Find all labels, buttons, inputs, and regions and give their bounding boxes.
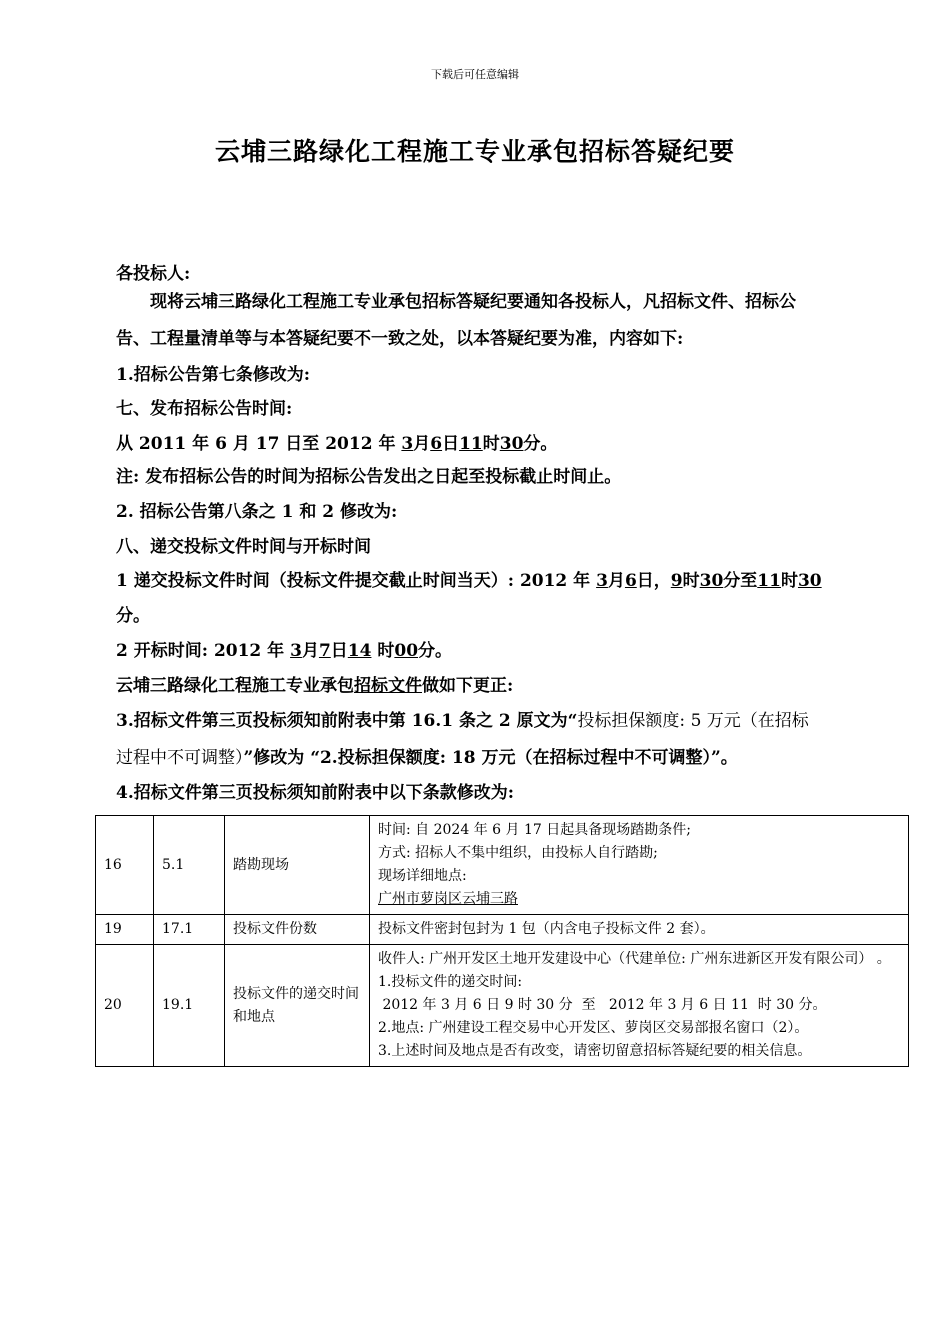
row-number: 20 <box>96 945 154 1067</box>
submit-time: 1 递交投标文件时间（投标文件提交截止时间当天）: 2012 年 3月6日，9时30分至11时30 <box>116 571 822 591</box>
item-name: 投标文件份数 <box>225 915 370 945</box>
item-content: 时间: 自 2024 年 6 月 17 日起具备现场踏勘条件; 方式: 招标人不集中组织，由投标人自行踏勘; 现场详细地点: 广州市萝岗区云埔三路 <box>370 816 909 915</box>
intro-line-1: 现将云埔三路绿化工程施工专业承包招标答疑纪要通知各投标人，凡招标文件、招标公 <box>150 292 796 312</box>
sec7-heading: 七、发布招标公告时间: <box>116 399 293 419</box>
item-name: 投标文件的递交时间和地点 <box>225 945 370 1067</box>
item3-line-2: 过程中不可调整）”修改为 “2.投标担保额度: 18 万元（在招标过程中不可调整）”。 <box>116 748 738 768</box>
intro-line-2: 告、工程量清单等与本答疑纪要不一致之处，以本答疑纪要为准，内容如下: <box>116 329 684 349</box>
note: 注: 发布招标公告的时间为招标公告发出之日起至投标截止时间止。 <box>116 467 622 487</box>
table-row <box>96 915 909 945</box>
table-row <box>96 816 909 915</box>
salutation: 各投标人: <box>116 264 191 284</box>
document-title: 云埔三路绿化工程施工专业承包招标答疑纪要 <box>214 137 735 166</box>
item-name: 踏勘现场 <box>225 816 370 915</box>
correction-intro: 云埔三路绿化工程施工专业承包招标文件做如下更正: <box>116 676 514 696</box>
item-content: 投标文件密封包封为 1 包（内含电子投标文件 2 套）。 <box>370 915 909 945</box>
open-time: 2 开标时间: 2012 年 3月7日14 时00分。 <box>116 641 453 661</box>
clause-number: 5.1 <box>154 816 225 915</box>
clause-number: 19.1 <box>154 945 225 1067</box>
clauses-table <box>95 815 909 1067</box>
item-content: 收件人: 广州开发区土地开发建设中心（代建单位: 广州东进新区开发有限公司） 。 1.投标文件的递交时间: 2012 年 3 月 6 日 9 时 30 分 至 2012 年 3 月 6 日 11 时 30 分。 2.地点: 广州建设工程交易中心开发区、萝岗区交易部报名窗口（2）。 3.上述时间及地点是否有改变，请密切留意招标答疑纪要的相关信息。 <box>370 945 909 1067</box>
sec7-time: 从 2011 年 6 月 17 日至 2012 年 3月6日11时30分。 <box>116 434 558 454</box>
item1-heading: 1.招标公告第七条修改为: <box>116 365 311 385</box>
clause-number: 17.1 <box>154 915 225 945</box>
row-number: 19 <box>96 915 154 945</box>
sec8-heading: 八、递交投标文件时间与开标时间 <box>116 537 371 557</box>
item2-heading: 2. 招标公告第八条之 1 和 2 修改为: <box>116 502 398 522</box>
row-number: 16 <box>96 816 154 915</box>
submit-time-end: 分。 <box>116 606 150 626</box>
item3-line-1: 3.招标文件第三页投标须知前附表中第 16.1 条之 2 原文为“投标担保额度: 5 万元（在招标 <box>116 711 809 731</box>
item4-heading: 4.招标文件第三页投标须知前附表中以下条款修改为: <box>116 783 515 803</box>
header-note: 下载后可任意编辑 <box>431 68 519 81</box>
table-row <box>96 945 909 1067</box>
